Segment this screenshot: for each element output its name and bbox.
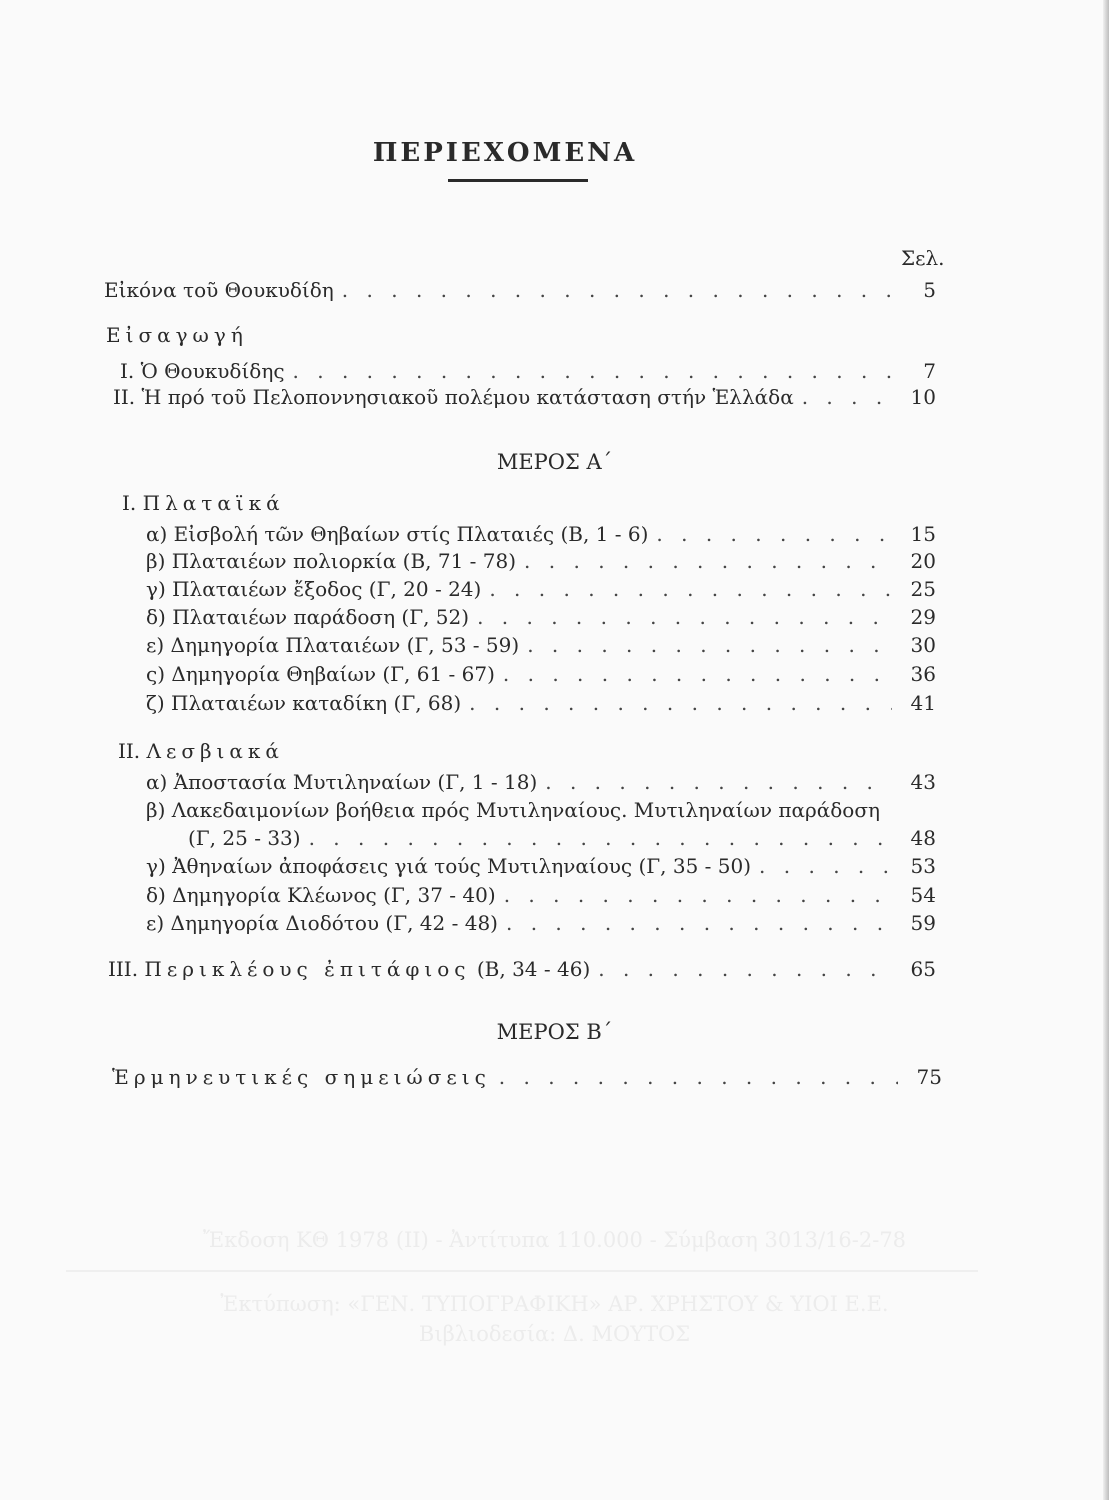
leader-dots	[503, 661, 892, 687]
toc-entry[interactable]	[146, 576, 936, 602]
page-edge-shadow	[1103, 0, 1109, 1500]
toc-entry[interactable]	[146, 521, 936, 547]
toc-entry[interactable]	[146, 910, 936, 936]
toc-entry-page: 65	[910, 957, 936, 981]
toc-entry[interactable]	[146, 690, 936, 716]
toc-entry[interactable]	[146, 882, 936, 908]
toc-entry-greece-before-war[interactable]	[113, 384, 936, 410]
toc-entry-label: ε) Δημηγορία Πλαταιέων (Γ, 53 - 59)	[146, 633, 520, 657]
section-heading-intro: Εἰσαγωγή	[106, 323, 248, 347]
leader-dots	[293, 358, 892, 384]
toc-entry[interactable]	[146, 769, 936, 795]
toc-entry-label: Ι. Ὁ Θουκυδίδης	[120, 359, 285, 383]
toc-entry-page: 29	[910, 605, 936, 629]
section-roman: ΙΙΙ.	[108, 957, 139, 981]
toc-entry-page: 53	[910, 854, 936, 878]
toc-entry[interactable]	[146, 661, 936, 687]
footer-rule	[66, 1270, 978, 1272]
toc-entry-page: 25	[910, 577, 936, 601]
leader-dots	[499, 1064, 898, 1090]
toc-entry-page: 20	[910, 549, 936, 573]
toc-entry-page: 48	[910, 826, 936, 850]
section-roman: ΙΙ.	[118, 739, 141, 763]
leader-dots	[524, 548, 892, 574]
toc-entry-page: 41	[910, 691, 936, 715]
toc-entry[interactable]	[146, 853, 936, 879]
leader-dots	[759, 853, 892, 879]
toc-entry-label: ζ) Πλαταιέων καταδίκη (Γ, 68)	[146, 691, 462, 715]
toc-entry-portrait[interactable]	[104, 277, 936, 303]
toc-entry-label: ς) Δημηγορία Θηβαίων (Γ, 61 - 67)	[146, 662, 495, 686]
page-column-label: Σελ.	[901, 246, 945, 270]
section-title: Περικλέους ἐπιτάφιος	[144, 957, 471, 981]
toc-entry-page: 75	[916, 1065, 942, 1089]
toc-entry-page: 10	[910, 385, 936, 409]
footer-edition-line: Ἔκδοση ΚΘ 1978 (ΙΙ) - Ἀντίτυπα 110.000 - Σύμβαση 3013/16-2-78	[202, 1228, 907, 1252]
toc-entry-page: 5	[923, 278, 936, 302]
toc-entry-page: 54	[910, 883, 936, 907]
toc-entry-label: Εἰκόνα τοῦ Θουκυδίδη	[104, 278, 334, 302]
toc-entry-page: 30	[910, 633, 936, 657]
section-heading-lesviaka	[118, 738, 284, 764]
leader-dots	[469, 690, 892, 716]
toc-entry-label: ε) Δημηγορία Διοδότου (Γ, 42 - 48)	[146, 911, 498, 935]
section-title: Πλαταϊκά	[142, 491, 285, 515]
toc-entry-page: 59	[910, 911, 936, 935]
toc-entry-label: γ) Πλαταιέων ἔξοδος (Γ, 20 - 24)	[146, 577, 482, 601]
toc-entry-continuation: (Γ, 25 - 33)	[188, 826, 301, 850]
toc-entry-label: α) Ἀποστασία Μυτιληναίων (Γ, 1 - 18)	[146, 770, 538, 794]
toc-entry-label: β) Πλαταιέων πολιορκία (Β, 71 - 78)	[146, 549, 517, 573]
leader-dots	[504, 882, 892, 908]
section-heading-plataika	[122, 490, 285, 516]
leader-dots	[342, 277, 892, 303]
toc-entry-first-line[interactable]: β) Λακεδαιμονίων βοήθεια πρός Μυτιληναίους. Μυτιληναίων παράδοση	[146, 798, 880, 822]
part-a-heading: ΜΕΡΟΣ Α΄	[496, 450, 613, 474]
toc-entry-notes[interactable]	[112, 1064, 942, 1090]
toc-entry[interactable]	[146, 632, 936, 658]
section-ref: (Β, 34 - 46)	[476, 957, 591, 981]
section-title: Λεσβιακά	[146, 739, 284, 763]
leader-dots	[545, 769, 892, 795]
part-b-heading: ΜΕΡΟΣ Β΄	[496, 1020, 613, 1044]
leader-dots	[656, 521, 892, 547]
leader-dots	[477, 604, 892, 630]
leader-dots	[506, 910, 892, 936]
toc-entry-page: 36	[910, 662, 936, 686]
toc-entry-label: α) Εἰσβολή τῶν Θηβαίων στίς Πλαταιές (Β, 1 - 6)	[146, 522, 649, 546]
toc-entry-thucydides[interactable]	[120, 358, 936, 384]
leader-dots	[309, 825, 892, 851]
toc-entry[interactable]	[146, 604, 936, 630]
page-title: ΠΕΡΙΕΧΟΜΕΝΑ	[372, 138, 638, 168]
toc-entry-label: δ) Πλαταιέων παράδοση (Γ, 52)	[146, 605, 470, 629]
toc-entry-epitaphios[interactable]	[108, 956, 936, 982]
leader-dots	[598, 956, 892, 982]
toc-entry-page: 7	[923, 359, 936, 383]
toc-entry-label: δ) Δημηγορία Κλέωνος (Γ, 37 - 40)	[146, 883, 496, 907]
leader-dots	[527, 632, 892, 658]
section-roman: Ι.	[122, 491, 137, 515]
toc-entry-label: ΙΙ. Ἡ πρό τοῦ Πελοποννησιακοῦ πολέμου κατάσταση στήν Ἑλλάδα	[113, 385, 794, 409]
toc-entry-label: γ) Ἀθηναίων ἀποφάσεις γιά τούς Μυτιληναίους (Γ, 35 - 50)	[146, 854, 752, 878]
title-underline	[448, 179, 588, 182]
toc-entry-page: 43	[910, 770, 936, 794]
toc-entry-label: Ἑρμηνευτικές σημειώσεις	[112, 1065, 491, 1089]
leader-dots	[489, 576, 892, 602]
footer-binder-line: Βιβλιοδεσία: Δ. ΜΟΥΤΟΣ	[418, 1322, 691, 1346]
leader-dots	[802, 384, 892, 410]
toc-entry[interactable]	[146, 548, 936, 574]
toc-entry-page: 15	[910, 522, 936, 546]
footer-printer-line: Ἐκτύπωση: «ΓΕΝ. ΤΥΠΟΓΡΑΦΙΚΗ» ΑΡ. ΧΡΗΣΤΟΥ & ΥΙΟΙ Ε.Ε.	[220, 1292, 889, 1316]
toc-entry[interactable]	[188, 825, 936, 851]
